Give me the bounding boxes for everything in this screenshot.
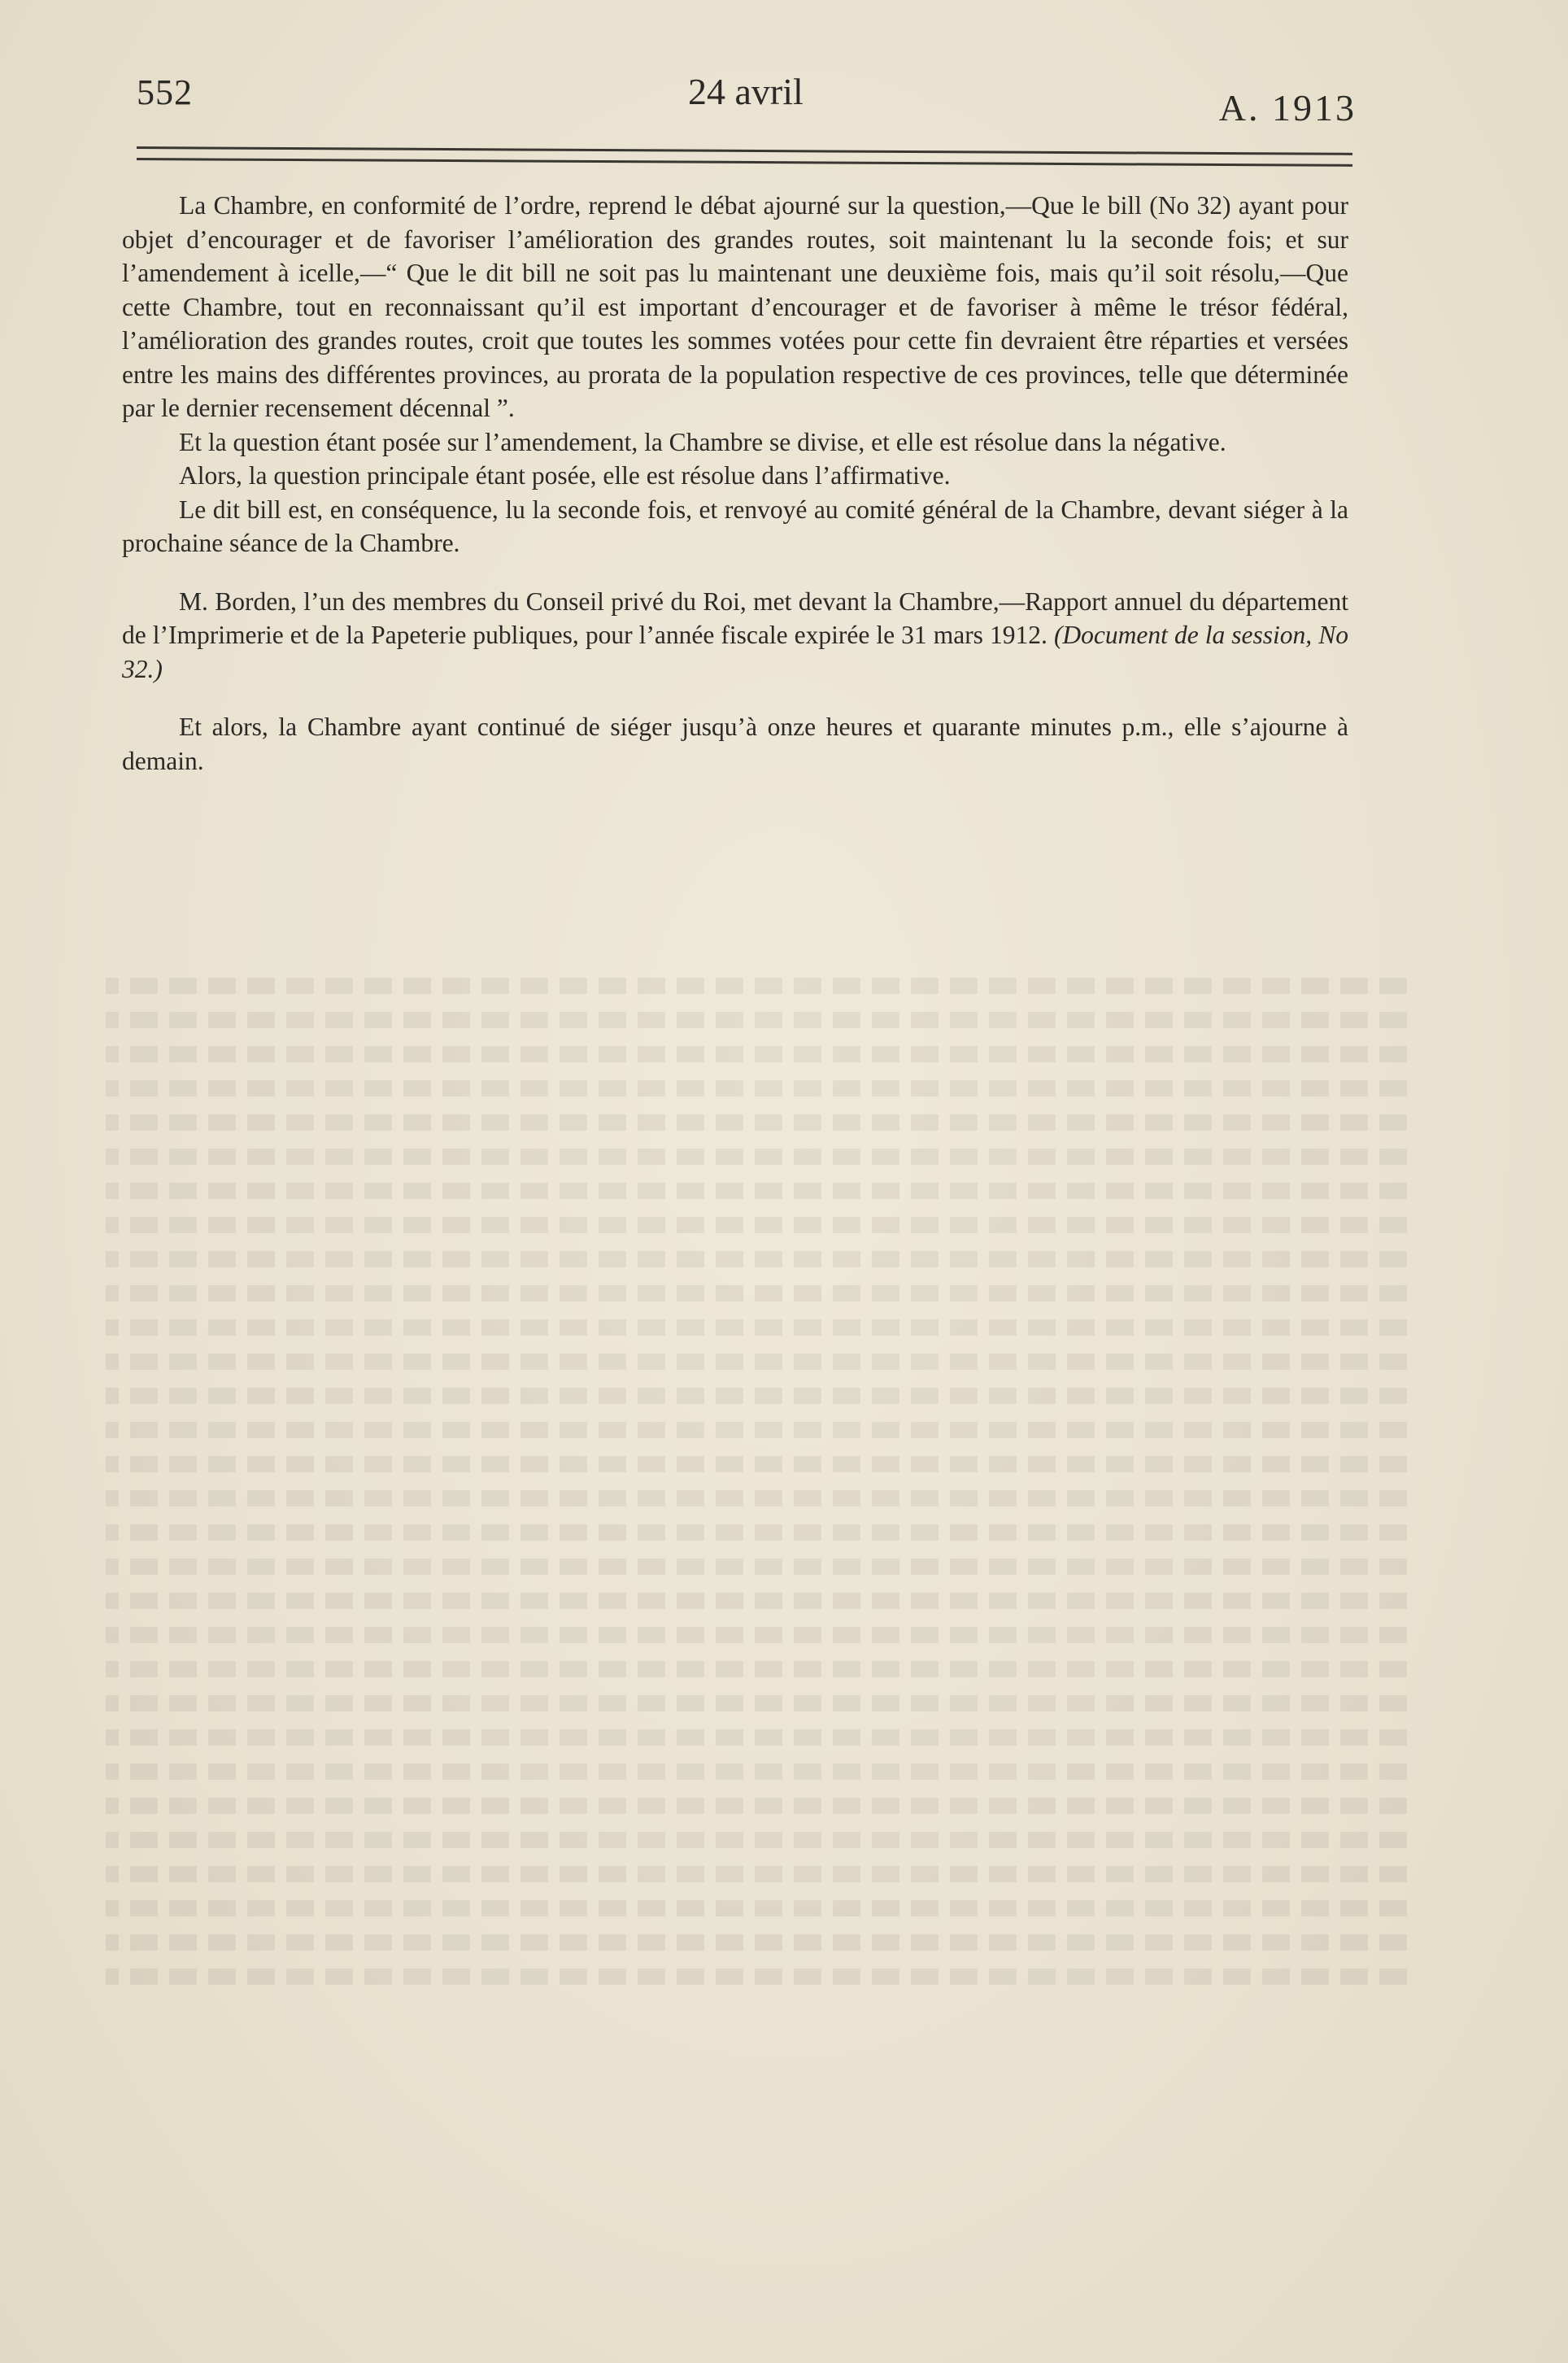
page-number: 552 — [137, 72, 193, 112]
paragraph-gap — [122, 686, 1348, 710]
journal-body — [122, 189, 1348, 778]
bleed-through-text — [106, 960, 1407, 2082]
paragraph-debate-resumed: La Chambre, en conformité de l’ordre, reprend le débat ajourné sur la question,—Que le bill (No 32) ayant pour objet d’encourager et de favoriser l’amélioration des grandes routes, soit maintenant lu la seconde fois; et sur l’amendement à icelle,—“ Que le dit bill ne soit pas lu maintenant une deuxième fois, mais qu’il soit résolu,—Que cette Chambre, tout en reconnaissant qu’il est important d’encourager et de favoriser à même le trésor fédéral, l’amélioration des grandes routes, croit que toutes les sommes votées pour cette fin devraient être réparties et versées entre les mains des différentes provinces, au prorata de la population respective de ces provinces, telle que déterminée par le dernier recensement décennal ”. — [122, 191, 1348, 422]
page-year: A. 1913 — [1218, 87, 1357, 129]
page-date: 24 avril — [688, 71, 804, 112]
page-header — [137, 63, 1357, 129]
report-text: M. Borden, l’un des membres du Conseil privé du Roi, met devant la Chambre,—Rapport annuel du département de l’Imprimerie et de la Papeterie publiques, pour l’année fiscale expirée le 31 mars 1912. — [122, 586, 1348, 649]
paragraph-main-question: Alors, la question principale étant posée, elle est résolue dans l’affirmative. — [179, 461, 951, 490]
paragraph-gap — [122, 560, 1348, 585]
paragraph-adjournment: Et alors, la Chambre ayant continué de siéger jusqu’à onze heures et quarante minutes p.m., elle s’ajourne à demain. — [122, 713, 1348, 775]
sessional-paper-reference: (Document de la session, No 32.) — [122, 621, 1348, 683]
paragraph-report-tabled — [122, 585, 1348, 687]
paragraph-bill-referred: Le dit bill est, en conséquence, lu la seconde fois, et renvoyé au comité général de la Chambre, devant siéger à la prochaine séance de la Chambre. — [122, 495, 1348, 557]
paragraph-amendment-negatived: Et la question étant posée sur l’amendement, la Chambre se divise, et elle est résolue dans la négative. — [179, 427, 1226, 456]
